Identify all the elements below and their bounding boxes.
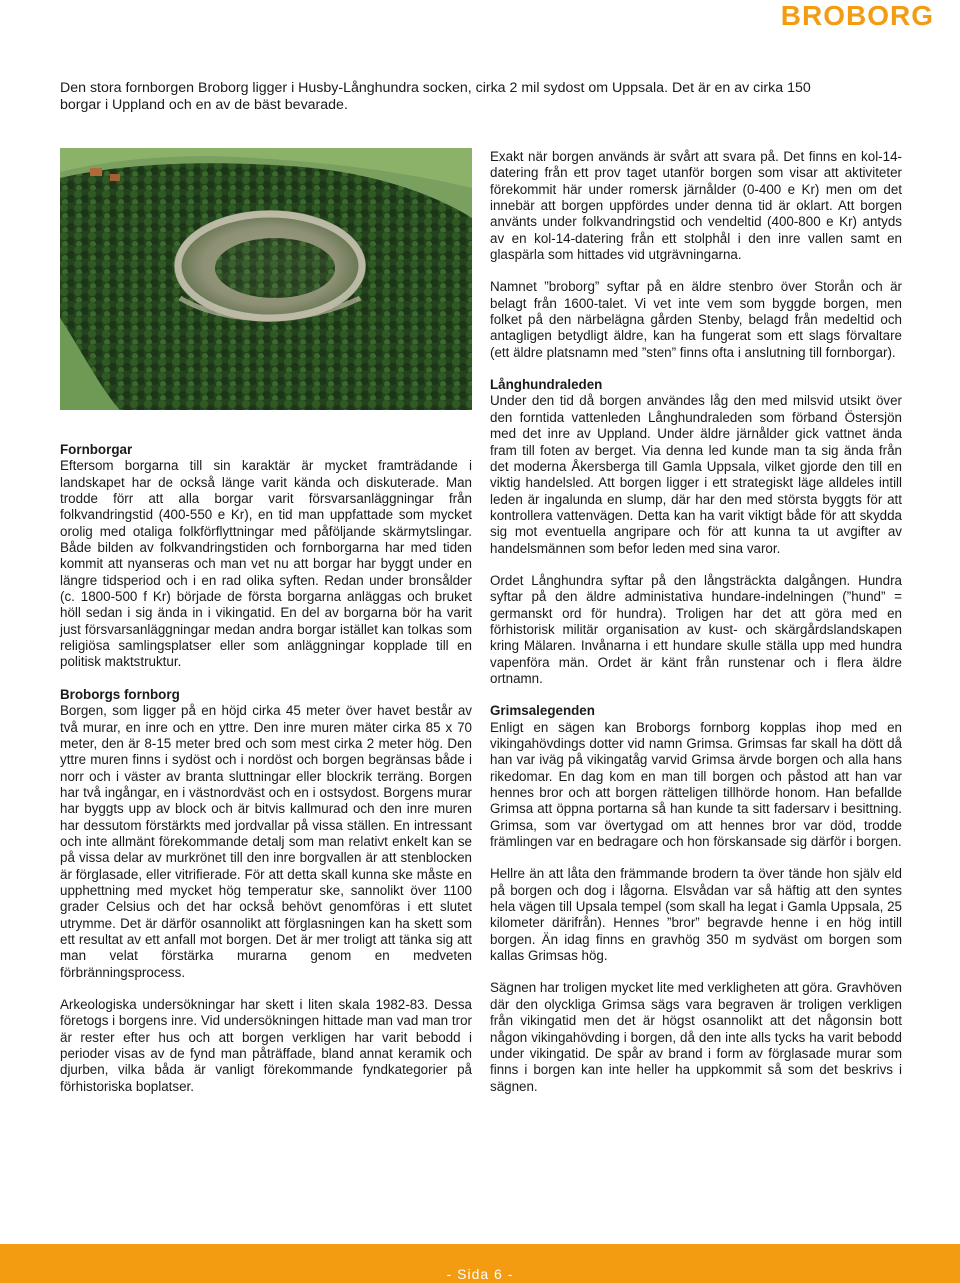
grimsalegenden-paragraph: Enligt en sägen kan Broborgs fornborg kopplas ihop med en vikingahövdings dotter vid namn Grimsa. Grimsas far skall ha dött då han var iväg på vikingatåg varvid Grimsa ärvde borgen och alla hans rikedomar. En dag kom en man till borgen och påstod att han var hennes bror och att borgen rätteligen tillhörde honom. Han befallde Grimsa att öppna portarna så han kunde ta sitt fadersarv i besittning. Grimsa, som var övertygad om att hennes bror var död, trodde främlingen var en bedragare och hon förskansade sig därför i borgen. [490, 719, 902, 850]
sagnen-paragraph: Sägnen har troligen mycket lite med verkligheten att göra. Gravhöven där den olyckliga Grimsa sägs vara begraven är troligen verkligen från vikingatid men det är högst osannolikt att det någonsin bott någon vikingahövding i borgen, då den inte alls tycks ha varit bebodd under vikingatid. De spår av brand i form av förglasade murar som finns i borgen kan inte heller ha uppkommit så som det beskrivs i sägnen. [490, 980, 902, 1094]
fornborgar-paragraph: Eftersom borgarna till sin karaktär är mycket framträdande i landskapet har de också länge varit kända och diskuterade. Man trodde förr att alla borgar varit försvarsanläggningar från folkvandringstid (400-550 e Kr), en tid man uppfattade som mycket orolig med otaliga folkförflyttningar med påföljande skärmytslingar. Både bilden av folkvandringstiden och fornborgarna har med tiden kommit att nyanseras och man vet nu att borgar har byggt under en längre tidsperiod och i en rad olika syften. Redan under bronsålder (c. 1800-500 f Kr) började de första borgarna anläggas och bruket höll sedan i sig ända in i vikingatid. En del av borgarna bör ha varit just försvarsanläggningar medan andra borgar istället kan tolkas som religiösa samlingsplatser eller som anläggningar kopplade till en politisk maktstruktur. [60, 458, 472, 670]
broborgs-fornborg-paragraph: Borgen, som ligger på en höjd cirka 45 meter över havet består av två murar, en inre och en yttre. Den inre muren mäter cirka 85 x 70 meter, den är 8-15 meter bred och som mest cirka 2 meter hög. Den yttre muren finns i sydöst och i nordöst och borgen begränsas både i norr och i väster av branta sluttningar eller blockrik terräng. Borgen har två ingångar, en i västnordväst och en i ostsydost. Borgens murar har byggts upp av block och är bitvis kallmurad och den inre muren har dessutom förstärkts med jordvallar på vissa ställen. En intressant och inte allmänt förekommande detalj som man relativt enkelt kan se på vissa delar av murkrönet till den inre borgvallen är att stenblocken är förglasade, eller vitrifierade. För att detta skall kunna ske måste en upphettning med mycket hög temperatur ske, sannolikt över 1100 grader Celsius och det har också behövt genomföras i ett slutet utrymme. Det är därför osannolikt att förglasningen kan ha skett som ett resultat av ett anfall mot borgen. Det är mer troligt att tänka sig att man velat förstärka murarna genom en medveten förbränningsprocess. [60, 703, 472, 980]
hellre-paragraph: Hellre än att låta den främmande brodern ta över tände hon själv eld på borgen och dog i lågorna. Elsvådan var så häftig att den syntes hela vägen till Upsala tempel (som skall ha legat i Gamla Uppsala, 25 kilometer därifrån). Hennes ”bror” begravde henne i en hög intill borgen. Än idag finns en gravhög 350 m sydväst om borgen som kallas Grimsas hög. [490, 866, 902, 964]
datering-paragraph: Exakt när borgen används är svårt att svara på. Det finns en kol-14-datering från ett prov taget utanför borgen som visar att aktiviteter förekommit här under romersk järnålder (0-400 e Kr) men om det innebär att borgen uppfördes under denna tid är oklart. Att borgen använts under folkvandringstid och vendeltid (400-800 e Kr) antyds av en kol-14-datering från ett stolphål i den inre vallen samt en glaspärla som hittades vid utgrävningarna. [490, 149, 902, 263]
left-column [60, 442, 472, 1095]
page-title: BROBORG [780, 0, 934, 31]
fornborgar-heading: Fornborgar [60, 442, 133, 457]
langhundraleden-paragraph: Under den tid då borgen användes låg den med milsvid utsikt över den forntida vattenleden Långhundraleden som förband Östersjön med det inre av Uppland. Under äldre järnålder gick vattnet ända fram till foten av berget. Via denna led kunde man ta sig ända från det moderna Åkersberga till Gamla Uppsala, vilket gjorde den till en viktig handelsled. Att borgen ligger i ett strategiskt läge alldeles intill leden är ingalunda en slump, där har den med största byggts för att kontrollera vattenvägen. Detta kan ha varit viktigt både för att skydda sig mot eventuella angripare och för att kunna ta ut avgifter av handelsmännen som befor leden med sina varor. [490, 393, 902, 556]
langhundraleden-heading: Långhundraleden [490, 377, 603, 393]
broborgs-fornborg-heading: Broborgs fornborg [60, 686, 180, 702]
aerial-photo-broborg-icon [60, 148, 472, 410]
page-number: - Sida 6 - [446, 1266, 514, 1282]
ordet-paragraph: Ordet Långhundra syftar på den långsträckta dalgången. Hundra syftar på den äldre administativa hundare-indelningen (”hund” = germanskt ord för hundra). Troligen har det att göra med en förhistorisk militär organisation av kust- och skärgårdslandskapen kring Mälaren. Invånarna i ett hundare skulle ställa upp med hundra vapenföra män. Ordet är känt från runstenar och i flera äldre ortnamn. [490, 572, 902, 686]
right-column [490, 149, 902, 1095]
arkeologiska-paragraph: Arkeologiska undersökningar har skett i liten skala 1982-83. Dessa företogs i borgens inre. Vid undersökningen hittade man vad man tror är rester efter hus och att borgen verkligen har varit bebodd i perioder visas av de fynd man påträffade, bland annat keramik och djurben, vilka båda är vanligt förekommande fyndkategorier på förhistoriska boplatser. [60, 997, 472, 1094]
intro-paragraph: Den stora fornborgen Broborg ligger i Husby-Långhundra socken, cirka 2 mil sydost om Uppsala. Det är en av cirka 150 borgar i Uppland och en av de bäst bevarade. [60, 80, 811, 113]
aerial-photo [60, 148, 472, 410]
grimsalegenden-heading: Grimsalegenden [490, 703, 595, 719]
namnet-paragraph: Namnet ”broborg” syftar på en äldre stenbro över Storån och är belagt från 1600-talet. Vi vet inte vem som byggde borgen, men folket på den närbelägna gården Stenby, belagd från medeltid och antagligen betydligt äldre, kan ha fungerat som ett slags förvaltare (ett äldre platsnamn med ”sten” finns ofta i anslutning till fornborgar). [490, 279, 902, 360]
